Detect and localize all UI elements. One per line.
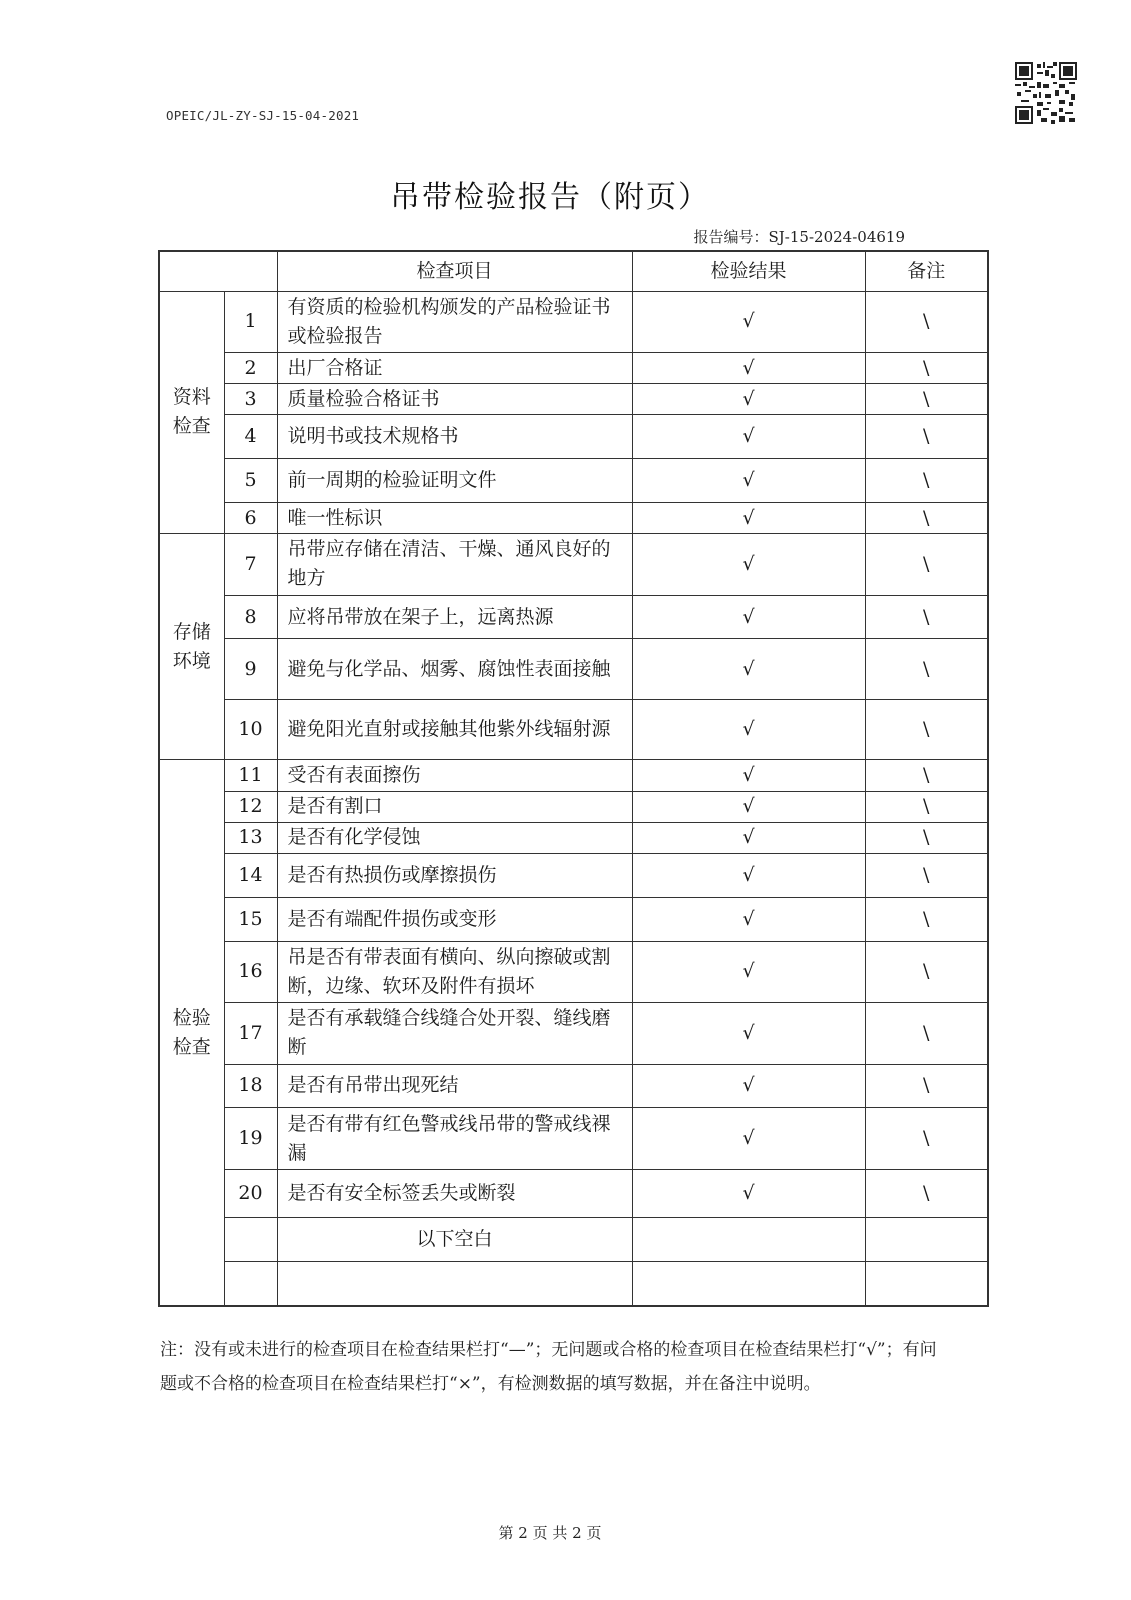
row-result: √ [632, 699, 865, 759]
row-note: \ [865, 941, 988, 1002]
empty-cell [632, 1217, 865, 1261]
row-note: \ [865, 503, 988, 534]
row-number: 4 [224, 415, 277, 459]
row-item: 有资质的检验机构颁发的产品检验证书或检验报告 [277, 291, 632, 352]
table-row [159, 854, 988, 898]
row-item: 是否有带有红色警戒线吊带的警戒线裸漏 [277, 1108, 632, 1169]
row-item: 避免与化学品、烟雾、腐蚀性表面接触 [277, 639, 632, 699]
row-result: √ [632, 1108, 865, 1169]
empty-cell [865, 1261, 988, 1306]
row-result: √ [632, 639, 865, 699]
table-row [159, 503, 988, 534]
table-row [159, 384, 988, 415]
table-row [159, 760, 988, 791]
row-result: √ [632, 503, 865, 534]
row-number: 15 [224, 897, 277, 941]
row-number: 3 [224, 384, 277, 415]
row-note: \ [865, 699, 988, 759]
row-note: \ [865, 854, 988, 898]
row-note: \ [865, 1003, 988, 1064]
row-result: √ [632, 791, 865, 822]
table-row [159, 595, 988, 639]
empty-cell [277, 1261, 632, 1306]
row-result: √ [632, 941, 865, 1002]
row-number: 10 [224, 699, 277, 759]
header-item: 检查项目 [277, 251, 632, 291]
table-row [159, 791, 988, 822]
row-number: 12 [224, 791, 277, 822]
category-cell: 检验 检查 [159, 760, 224, 1306]
row-result: √ [632, 822, 865, 853]
row-result: √ [632, 1064, 865, 1108]
row-result: √ [632, 415, 865, 459]
row-note: \ [865, 822, 988, 853]
row-number: 2 [224, 352, 277, 383]
row-note: \ [865, 1064, 988, 1108]
table-row [159, 534, 988, 595]
row-result: √ [632, 854, 865, 898]
row-note: \ [865, 415, 988, 459]
blank-row [159, 1261, 988, 1306]
row-note: \ [865, 791, 988, 822]
table-header-row [159, 251, 988, 291]
table-row [159, 415, 988, 459]
page-number: 第 2 页 共 2 页 [498, 1524, 602, 1542]
row-item: 唯一性标识 [277, 503, 632, 534]
document-code: OPEIC/JL-ZY-SJ-15-04-2021 [166, 108, 360, 123]
row-note: \ [865, 639, 988, 699]
header-blank-cell [159, 251, 277, 291]
category-cell: 存储 环境 [159, 534, 224, 760]
row-note: \ [865, 534, 988, 595]
row-result: √ [632, 595, 865, 639]
row-item: 是否有安全标签丢失或断裂 [277, 1169, 632, 1217]
row-number: 14 [224, 854, 277, 898]
row-result: √ [632, 1169, 865, 1217]
row-number: 6 [224, 503, 277, 534]
row-item: 是否有端配件损伤或变形 [277, 897, 632, 941]
table-row [159, 941, 988, 1002]
row-item: 是否有化学侵蚀 [277, 822, 632, 853]
table-row [159, 352, 988, 383]
table-row [159, 1064, 988, 1108]
report-number: 报告编号：SJ-15-2024-04619 [693, 228, 905, 246]
row-number: 20 [224, 1169, 277, 1217]
row-number: 16 [224, 941, 277, 1002]
row-note: \ [865, 291, 988, 352]
table-row [159, 1003, 988, 1064]
table-row [159, 459, 988, 503]
row-item: 说明书或技术规格书 [277, 415, 632, 459]
row-note: \ [865, 1169, 988, 1217]
row-number: 13 [224, 822, 277, 853]
row-number: 8 [224, 595, 277, 639]
header-result: 检验结果 [632, 251, 865, 291]
report-title: 吊带检验报告（附页） [390, 180, 710, 215]
row-result: √ [632, 534, 865, 595]
row-result: √ [632, 352, 865, 383]
row-number: 1 [224, 291, 277, 352]
row-note: \ [865, 352, 988, 383]
row-item: 是否有热损伤或摩擦损伤 [277, 854, 632, 898]
inspection-table [158, 250, 989, 1307]
table-row [159, 639, 988, 699]
row-item: 是否有割口 [277, 791, 632, 822]
row-number: 18 [224, 1064, 277, 1108]
empty-cell [632, 1261, 865, 1306]
row-item: 是否有承载缝合线缝合处开裂、缝线磨断 [277, 1003, 632, 1064]
blank-label: 以下空白 [277, 1217, 632, 1261]
empty-cell [224, 1217, 277, 1261]
table-row [159, 822, 988, 853]
category-cell: 资料 检查 [159, 291, 224, 534]
row-item: 是否有吊带出现死结 [277, 1064, 632, 1108]
row-result: √ [632, 1003, 865, 1064]
row-result: √ [632, 897, 865, 941]
row-item: 避免阳光直射或接触其他紫外线辐射源 [277, 699, 632, 759]
qr-code-icon [1015, 62, 1077, 124]
row-item: 应将吊带放在架子上，远离热源 [277, 595, 632, 639]
row-item: 出厂合格证 [277, 352, 632, 383]
header-note: 备注 [865, 251, 988, 291]
row-note: \ [865, 760, 988, 791]
row-note: \ [865, 897, 988, 941]
row-result: √ [632, 291, 865, 352]
empty-cell [224, 1261, 277, 1306]
row-result: √ [632, 384, 865, 415]
table-row [159, 1169, 988, 1217]
row-number: 9 [224, 639, 277, 699]
row-item: 吊是否有带表面有横向、纵向擦破或割断，边缘、软环及附件有损坏 [277, 941, 632, 1002]
blank-row [159, 1217, 988, 1261]
row-number: 5 [224, 459, 277, 503]
row-result: √ [632, 459, 865, 503]
row-item: 吊带应存储在清洁、干燥、通风良好的地方 [277, 534, 632, 595]
row-result: √ [632, 760, 865, 791]
row-note: \ [865, 459, 988, 503]
footnote: 注：没有或未进行的检查项目在检查结果栏打“—”；无问题或合格的检查项目在检查结果栏打“√”；有问题或不合格的检查项目在检查结果栏打“×”，有检测数据的填写数据，并在备注中说明。 [160, 1340, 937, 1394]
row-number: 19 [224, 1108, 277, 1169]
row-note: \ [865, 595, 988, 639]
row-item: 受否有表面擦伤 [277, 760, 632, 791]
table-row [159, 291, 988, 352]
row-number: 7 [224, 534, 277, 595]
table-row [159, 1108, 988, 1169]
row-item: 前一周期的检验证明文件 [277, 459, 632, 503]
row-note: \ [865, 1108, 988, 1169]
table-row [159, 897, 988, 941]
row-item: 质量检验合格证书 [277, 384, 632, 415]
row-number: 17 [224, 1003, 277, 1064]
empty-cell [865, 1217, 988, 1261]
row-note: \ [865, 384, 988, 415]
row-number: 11 [224, 760, 277, 791]
table-row [159, 699, 988, 759]
